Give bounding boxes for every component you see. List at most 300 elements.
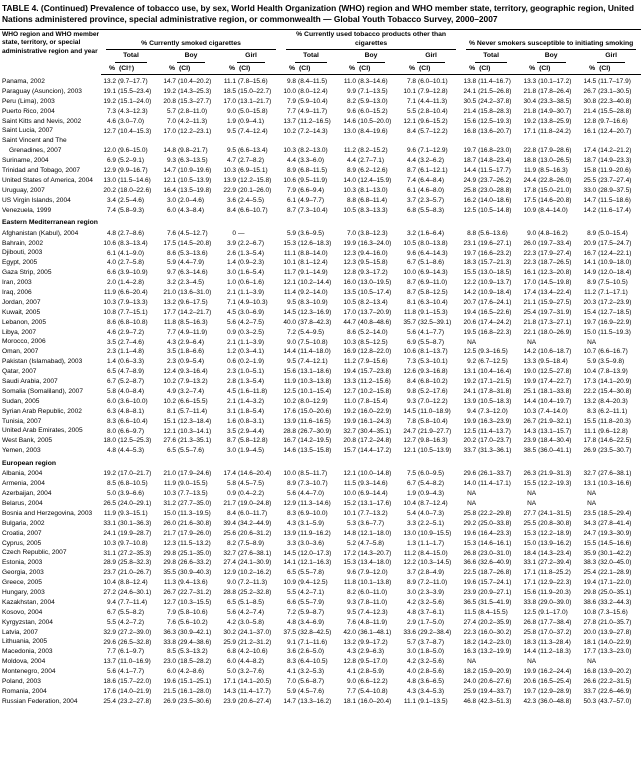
value-ci: (8.1–13.7) bbox=[418, 348, 448, 356]
value-pct: 8.4 bbox=[407, 127, 417, 135]
value-ci: (2.3–3.9) bbox=[418, 589, 445, 597]
country-label: West Bank, 2005 bbox=[2, 437, 53, 445]
value-pct: 9.7 bbox=[166, 269, 176, 277]
value-pct: 10.4 bbox=[103, 579, 116, 587]
country-label: Russian Federation, 2004 bbox=[2, 697, 78, 705]
value-ci: (10.3–16.6) bbox=[598, 480, 632, 488]
value-pct: 15.0 bbox=[523, 539, 537, 547]
value-pct: 15.2 bbox=[343, 500, 357, 508]
value-pct: 10.1 bbox=[403, 88, 417, 96]
country-label: Cyprus, 2005 bbox=[2, 539, 42, 547]
value-pct: 8.5 bbox=[106, 480, 116, 488]
value-pct: 3.5 bbox=[166, 348, 176, 356]
value-pct: 13.2 bbox=[343, 638, 357, 646]
country-label: Afghanistan (Kabul), 2004 bbox=[2, 229, 79, 237]
value-pct: 5.8 bbox=[226, 480, 236, 488]
value-ci: (3.4–6.9) bbox=[298, 618, 325, 626]
value-pct: 25.4 bbox=[103, 697, 116, 705]
value-ci: (8.5–16.3) bbox=[178, 318, 208, 326]
value-pct: 25.9 bbox=[223, 638, 236, 646]
value-pct: 25.5 bbox=[583, 177, 597, 185]
value-pct: 6.1 bbox=[106, 249, 116, 257]
value-pct: 13.0 bbox=[343, 127, 357, 135]
value-pct: 7.3 bbox=[407, 358, 417, 366]
value-pct: 6.0 bbox=[166, 206, 176, 214]
value-pct: 8.4 bbox=[226, 510, 236, 518]
value-pct: 14.7 bbox=[283, 697, 297, 705]
table-row bbox=[0, 367, 641, 377]
value-ci: (6.6–15.5) bbox=[178, 397, 208, 405]
value-pct: 16.7 bbox=[283, 437, 297, 445]
value-ci: (10.5–17.4) bbox=[358, 289, 392, 297]
value-pct: 27.2 bbox=[103, 589, 116, 597]
value-pct: 21.4 bbox=[583, 107, 597, 115]
value-ci: (3.0–7.0) bbox=[118, 117, 145, 125]
value-ci: (8.4–20.3) bbox=[598, 397, 628, 405]
table-header bbox=[0, 30, 641, 75]
value-pct: 25.8 bbox=[463, 186, 477, 194]
unit-pct: % bbox=[161, 64, 176, 75]
table-title: TABLE 4. (Continued) Prevalence of tobacco use, by sex, World Health Organization (WHO) region and WHO member state, territory, geographic region, United Nations administered province, special administrative region, or commonwealth — Global Youth Tobacco Survey, 2000–2007 bbox=[2, 3, 634, 25]
table-row bbox=[0, 677, 641, 687]
value-ci: (23.7–26.2) bbox=[478, 177, 512, 185]
value-pct: 12.1 bbox=[283, 279, 297, 287]
value-ci: (36.1–48.1) bbox=[358, 628, 392, 636]
value-ci: (17.2–23.9) bbox=[598, 299, 632, 307]
value-ci: (6.0–9.5) bbox=[418, 470, 445, 478]
country-label: Syrian Arab Republic, 2002 bbox=[2, 407, 82, 415]
value-pct: 38.5 bbox=[523, 447, 537, 455]
value-pct: 20.8 bbox=[343, 437, 357, 445]
table-row bbox=[0, 136, 641, 156]
value-pct: 5.6 bbox=[287, 490, 297, 498]
value-ci: (11.4–17.1) bbox=[478, 480, 511, 488]
value-ci bbox=[596, 489, 641, 499]
value-ci: (5.1–8.6) bbox=[418, 259, 445, 267]
value-pct: 24.7 bbox=[403, 427, 417, 435]
country-label: Kuwait, 2005 bbox=[2, 308, 41, 316]
country-label: Kosovo, 2004 bbox=[2, 608, 43, 616]
value-ci: (4.4–11.3) bbox=[418, 97, 448, 105]
value-pct: 5.7 bbox=[166, 107, 176, 115]
value-pct: 3.4 bbox=[106, 196, 116, 204]
value-pct: 12.7 bbox=[343, 388, 357, 396]
value-pct: 6.9 bbox=[106, 157, 116, 165]
value-pct: 3.3 bbox=[407, 519, 417, 527]
table-row bbox=[0, 548, 641, 558]
value-ci: (7.0–12.2) bbox=[418, 397, 448, 405]
subheader-text: Total bbox=[295, 52, 327, 62]
value-pct: 12.6 bbox=[403, 368, 417, 376]
value-ci: (12.2–19.3) bbox=[538, 480, 572, 488]
value-ci: (4.4–7.0) bbox=[298, 490, 325, 498]
table-row bbox=[0, 618, 641, 628]
value-pct: 18.8 bbox=[523, 157, 537, 165]
value-ci: (25.8–32.3) bbox=[118, 559, 152, 567]
value-pct: 2.3 bbox=[226, 368, 236, 376]
value-pct: 7.5 bbox=[407, 470, 417, 478]
value-ci: (9.1–13.5) bbox=[418, 697, 448, 705]
value-pct: 23.0 bbox=[163, 658, 176, 666]
value-pct: 4.3 bbox=[407, 688, 417, 696]
value-pct: 14.4 bbox=[283, 348, 297, 356]
value-pct: 14.2 bbox=[523, 348, 537, 356]
value-pct: 19.9 bbox=[523, 378, 537, 386]
value-ci: (1.3–5.4) bbox=[238, 249, 265, 257]
value-ci: (7.1–11.6) bbox=[298, 638, 328, 646]
value-ci: (1.1–1.7) bbox=[418, 539, 445, 547]
tobacco-prevalence-table bbox=[0, 29, 641, 707]
table-row bbox=[0, 588, 641, 598]
value-pct: 5.9 bbox=[166, 259, 176, 267]
value-pct: 22.3 bbox=[463, 628, 477, 636]
value-ci: (21.2–31.2) bbox=[238, 638, 272, 646]
value-ci: (17.1–21.5) bbox=[478, 378, 512, 386]
value-pct: 8.2 bbox=[347, 589, 357, 597]
value-ci: (25.0–33.8) bbox=[478, 519, 512, 527]
value-ci: (30.9–40.3) bbox=[178, 569, 212, 577]
value-ci: (7.4–12.4) bbox=[238, 127, 268, 135]
value-pct: 15.1 bbox=[163, 417, 176, 425]
unit-pct: % bbox=[341, 64, 356, 75]
value-ci: (1.8–6.6) bbox=[178, 348, 205, 356]
value-ci: (6.4–8.4) bbox=[418, 177, 445, 185]
value-ci: (7.9–13.2) bbox=[178, 378, 208, 386]
value-pct: 16.7 bbox=[583, 249, 597, 257]
value-pct: 22.3 bbox=[523, 249, 537, 257]
value-ci: (5.8–9.3) bbox=[118, 206, 145, 214]
value-pct: 8.7 bbox=[407, 167, 417, 175]
value-ci: (17.8–31.8) bbox=[478, 388, 512, 396]
value-ci: (6.8–11.4) bbox=[358, 196, 388, 204]
value-pct: 4.0 bbox=[106, 259, 116, 267]
value-pct: 7.2 bbox=[287, 328, 297, 336]
value-ci: (24.6–30.1) bbox=[118, 589, 152, 597]
value-ci: (7.1–17.1) bbox=[598, 289, 628, 297]
value-ci: (11.5–14.6) bbox=[118, 177, 151, 185]
value-pct: 26.8 bbox=[463, 549, 477, 557]
value-ci: (12.4–15.9) bbox=[358, 177, 392, 185]
value-ci: (9.1–14.9) bbox=[298, 269, 328, 277]
value-ci: (14.3–20.7) bbox=[358, 549, 392, 557]
country-label: Estonia, 2003 bbox=[2, 559, 43, 567]
value-ci: (31.5–41.9) bbox=[478, 599, 512, 607]
value-ci: (6.9–14.4) bbox=[358, 490, 388, 498]
value-pct: 5.9 bbox=[287, 229, 297, 237]
value-ci: (9.8–16.3) bbox=[418, 437, 448, 445]
value-ci: (27.8–41.4) bbox=[598, 519, 632, 527]
value-pct: 19.9 bbox=[343, 417, 357, 425]
value-ci: (13.9–16.2) bbox=[538, 539, 572, 547]
unit-pct: % bbox=[521, 64, 536, 75]
value-pct: 21.7 bbox=[163, 529, 176, 537]
value-pct: 20.7 bbox=[463, 299, 477, 307]
value-pct: 20.2 bbox=[103, 186, 116, 194]
value-ci: (5.9–10.4) bbox=[298, 97, 328, 105]
value-pct: 4.1 bbox=[347, 668, 357, 676]
unit-ci: (CI) bbox=[176, 64, 221, 75]
country-label: Kazakhstan, 2004 bbox=[2, 598, 55, 606]
value-pct: 20.6 bbox=[523, 678, 537, 686]
value-pct: 33.6 bbox=[403, 628, 417, 636]
value-ci: (34.2–44.9) bbox=[238, 519, 272, 527]
value-ci: (10.4–20.2) bbox=[178, 78, 212, 86]
unit-pct: % bbox=[221, 64, 236, 75]
value-ci: (3.8–12.3) bbox=[358, 229, 388, 237]
value-ci: (4.5–7.6) bbox=[298, 688, 325, 696]
value-pct: 2.6 bbox=[226, 249, 236, 257]
country-label: Saint Kitts and Nevis, 2002 bbox=[2, 117, 82, 125]
value-pct: 15.5 bbox=[463, 269, 477, 277]
value-pct: 8.1 bbox=[407, 299, 417, 307]
value-pct: 13.1 bbox=[583, 480, 597, 488]
value-ci: (11.8–20.3) bbox=[598, 417, 631, 425]
value-ci: (32.0–45.0) bbox=[598, 559, 632, 567]
value-ci: (4.4–7.9) bbox=[178, 259, 205, 267]
value-pct: 17.4 bbox=[523, 289, 537, 297]
value-ci: (6.3–14.6) bbox=[178, 269, 208, 277]
value-pct: 6.7 bbox=[106, 608, 116, 616]
value-ci: (0.3–4.1) bbox=[238, 348, 265, 356]
section-header: Eastern Mediterranean region bbox=[2, 219, 98, 227]
value-pct: 17.1 bbox=[523, 569, 537, 577]
value-pct: NA bbox=[467, 490, 477, 498]
value-pct: 12.1 bbox=[163, 427, 176, 435]
value-ci: (10.1–17.2) bbox=[538, 78, 572, 86]
value-ci: (30.9–42.1) bbox=[178, 628, 212, 636]
value-pct: 9.8 bbox=[407, 388, 417, 396]
table-row bbox=[0, 479, 641, 489]
value-ci: (7.9–12.0) bbox=[358, 569, 388, 577]
value-ci: (3.6–7.7) bbox=[358, 519, 385, 527]
value-pct: 10.0 bbox=[283, 470, 297, 478]
value-ci: (16.1–28.0) bbox=[178, 688, 212, 696]
value-pct: 27.8 bbox=[583, 618, 597, 626]
value-pct: 22.2 bbox=[583, 388, 597, 396]
table-row bbox=[0, 117, 641, 127]
value-ci: (10.4–19.7) bbox=[538, 397, 572, 405]
value-pct: 14.9 bbox=[583, 269, 597, 277]
value-ci bbox=[596, 337, 641, 347]
value-pct: 10.1 bbox=[343, 510, 357, 518]
value-pct: 17.6 bbox=[103, 688, 116, 696]
value-ci: (23.1–30.5) bbox=[598, 88, 632, 96]
value-pct: 12.9 bbox=[223, 569, 236, 577]
value-pct: 42.3 bbox=[523, 697, 537, 705]
value-pct: 21.0 bbox=[163, 289, 176, 297]
value-pct: 6.1 bbox=[407, 186, 417, 194]
value-ci: (13.9–20.2) bbox=[598, 668, 632, 676]
value-ci: (2.6–5.0) bbox=[298, 648, 325, 656]
value-ci: (3.4–5.3) bbox=[418, 688, 445, 696]
value-pct: 25.8 bbox=[523, 628, 537, 636]
value-ci: (7.9–12.8) bbox=[418, 88, 448, 96]
value-ci: (8.4–19.6) bbox=[358, 127, 388, 135]
value-pct: 19.2 bbox=[103, 97, 116, 105]
value-ci: (10.3–14.1) bbox=[178, 427, 212, 435]
unit-pct: % bbox=[101, 64, 116, 75]
value-ci: (4.2–7.2) bbox=[118, 618, 145, 626]
value-ci: (13.5–19.8) bbox=[178, 186, 212, 194]
country-label: Tunisia, 2007 bbox=[2, 417, 42, 425]
value-ci: (17.6–24.1) bbox=[478, 299, 512, 307]
table-row bbox=[0, 75, 641, 87]
value-ci: (14.2–21.7) bbox=[178, 308, 212, 316]
value-pct: 7.7 bbox=[287, 107, 297, 115]
value-ci: (16.0–20.4) bbox=[358, 697, 392, 705]
value-pct: 19.7 bbox=[583, 318, 597, 326]
table-row bbox=[0, 578, 641, 588]
value-ci: (5.5–8.3) bbox=[418, 206, 445, 214]
unit-pct: % bbox=[461, 64, 476, 75]
table-row bbox=[0, 499, 641, 509]
country-label: Czech Republic, 2007 bbox=[2, 549, 67, 557]
value-pct: 35.9 bbox=[583, 549, 597, 557]
value-pct: 8.7 bbox=[287, 206, 297, 214]
value-ci: (37.8–42.3) bbox=[298, 318, 332, 326]
value-ci: (22.8–26.0) bbox=[538, 177, 572, 185]
value-ci: (4.8–8.1) bbox=[118, 407, 145, 415]
value-ci: (7.7–13.5) bbox=[178, 490, 208, 498]
value-ci: (16.1–24.3) bbox=[358, 417, 392, 425]
value-ci: (13.2–19.9) bbox=[478, 648, 512, 656]
value-ci: (15.7–22.0) bbox=[118, 678, 152, 686]
table-row bbox=[0, 397, 641, 407]
value-pct: 4.0 bbox=[407, 668, 417, 676]
value-pct: 26.7 bbox=[583, 88, 597, 96]
value-ci: (21.9–32.1) bbox=[538, 417, 572, 425]
value-pct: 5.8 bbox=[106, 388, 116, 396]
country-label: Latvia, 2007 bbox=[2, 628, 38, 636]
value-pct: 22.8 bbox=[523, 147, 537, 155]
value-ci: (5.5–7.6) bbox=[178, 447, 205, 455]
value-pct: 26.6 bbox=[583, 678, 597, 686]
value-pct: 19.2 bbox=[163, 88, 176, 96]
value-pct: 33.1 bbox=[103, 519, 116, 527]
value-pct: 15.8 bbox=[583, 167, 597, 175]
value-pct: 12.9 bbox=[283, 500, 297, 508]
value-ci: (15.0–22.7) bbox=[238, 88, 272, 96]
value-pct: NA bbox=[527, 490, 537, 498]
value-ci: (16.8–23.0) bbox=[478, 147, 512, 155]
value-pct: 0 bbox=[232, 229, 236, 237]
value-ci: (8.1–13.0) bbox=[358, 186, 388, 194]
value-ci: (17.9–26.0) bbox=[178, 529, 212, 537]
value-pct: 10.2 bbox=[163, 378, 176, 386]
value-ci: (17.9–28.6) bbox=[538, 147, 572, 155]
value-pct: 10.6 bbox=[103, 239, 116, 247]
value-ci: (6.6–10.7) bbox=[238, 206, 268, 214]
country-label: Egypt, 2005 bbox=[2, 259, 38, 267]
value-pct: 8.6 bbox=[106, 318, 116, 326]
value-pct: 9.5 bbox=[287, 358, 297, 366]
value-pct: 13.1 bbox=[463, 368, 477, 376]
value-ci: (10.3–15.5) bbox=[178, 599, 212, 607]
value-ci: (1.1–4.8) bbox=[118, 348, 145, 356]
value-pct: 29.8 bbox=[163, 559, 176, 567]
country-label: Gaza Strip, 2005 bbox=[2, 269, 52, 277]
value-ci: (2.3–5.7) bbox=[418, 196, 445, 204]
value-ci: (5.2–17.6) bbox=[418, 388, 448, 396]
value-ci: (12.6–18.3) bbox=[298, 239, 332, 247]
value-ci: (21.0–26.7) bbox=[118, 569, 152, 577]
value-ci: (27.2–39.0) bbox=[118, 628, 152, 636]
value-ci: (14.3–25.3) bbox=[178, 88, 212, 96]
value-ci: (12.1–16.3) bbox=[298, 559, 332, 567]
value-ci: (30.1–36.3) bbox=[118, 519, 152, 527]
value-ci: (8.3–10.9) bbox=[298, 299, 328, 307]
value-ci: (3.2–6.2) bbox=[418, 157, 445, 165]
value-ci: (1.9–4.5) bbox=[238, 447, 265, 455]
value-ci: (1.6–5.4) bbox=[238, 269, 265, 277]
value-ci: (15.7–23.8) bbox=[358, 368, 392, 376]
value-pct: 7.8 bbox=[407, 78, 417, 86]
value-pct: 4.5 bbox=[226, 308, 236, 316]
value-ci: (4.0–8.4) bbox=[118, 388, 145, 396]
value-ci: (21.0–35.7) bbox=[598, 618, 632, 626]
value-pct: 8.9 bbox=[587, 229, 597, 237]
value-ci: (11.2–18.3) bbox=[538, 648, 571, 656]
value-pct: 2.3 bbox=[106, 348, 116, 356]
value-pct: 4.8 bbox=[407, 608, 417, 616]
value-pct: 20.6 bbox=[463, 318, 477, 326]
value-pct: 3.7 bbox=[407, 196, 417, 204]
value-pct: 5.7 bbox=[407, 638, 417, 646]
value-pct: NA bbox=[587, 658, 597, 666]
value-ci: (5.9–13.0) bbox=[358, 97, 388, 105]
value-pct: 13.8 bbox=[463, 78, 477, 86]
value-ci: (8.0–12.9) bbox=[298, 397, 328, 405]
value-ci: (9.1–15.3) bbox=[418, 308, 448, 316]
table-row bbox=[0, 156, 641, 166]
value-ci: (11.6–17.4) bbox=[598, 206, 631, 214]
value-ci: (6.0–11.0) bbox=[358, 589, 388, 597]
country-label: Iran, 2003 bbox=[2, 279, 32, 287]
value-pct: 4.8 bbox=[106, 447, 116, 455]
country-label: Kyrgyzstan, 2004 bbox=[2, 618, 53, 626]
value-ci: (22.7–31.2) bbox=[178, 589, 212, 597]
value-pct: 4.8 bbox=[407, 678, 417, 686]
value-ci: (15.0–21.0) bbox=[538, 186, 572, 194]
table-row bbox=[0, 509, 641, 519]
value-pct: 6.6 bbox=[287, 599, 297, 607]
value-ci: (10.2–14.4) bbox=[298, 279, 332, 287]
value-pct: 14.3 bbox=[523, 427, 537, 435]
value-pct: 28.8 bbox=[283, 427, 297, 435]
value-ci: (10.5–20.0) bbox=[358, 117, 392, 125]
value-ci: (10.5–14.8) bbox=[478, 206, 512, 214]
value-pct: 36.5 bbox=[463, 599, 477, 607]
value-ci: (7.3–12.0) bbox=[478, 407, 508, 415]
value-ci: (13.1–17.6) bbox=[358, 500, 392, 508]
value-ci: (22.2–31.5) bbox=[598, 678, 632, 686]
country-label: Saint Vincent and The Grenadines, 2007 bbox=[2, 137, 67, 155]
value-pct: 17.4 bbox=[223, 470, 236, 478]
value-ci: (4.3–12.3) bbox=[118, 107, 148, 115]
value-pct: 14.3 bbox=[223, 688, 236, 696]
value-ci: (21.3–35.1) bbox=[178, 437, 212, 445]
value-ci: (11.3–14.6) bbox=[298, 500, 331, 508]
value-ci: (25.1–35.0) bbox=[178, 549, 212, 557]
value-pct: 6.6 bbox=[106, 269, 116, 277]
value-pct: 10.2 bbox=[283, 127, 297, 135]
value-ci: (7.8–15.6) bbox=[238, 78, 268, 86]
value-pct: 33.0 bbox=[583, 186, 597, 194]
value-pct: 23.1 bbox=[463, 239, 477, 247]
value-ci: (13.0–19.5) bbox=[358, 279, 392, 287]
value-pct: 4.6 bbox=[106, 328, 116, 336]
value-ci: (7.7–15.1) bbox=[118, 308, 148, 316]
